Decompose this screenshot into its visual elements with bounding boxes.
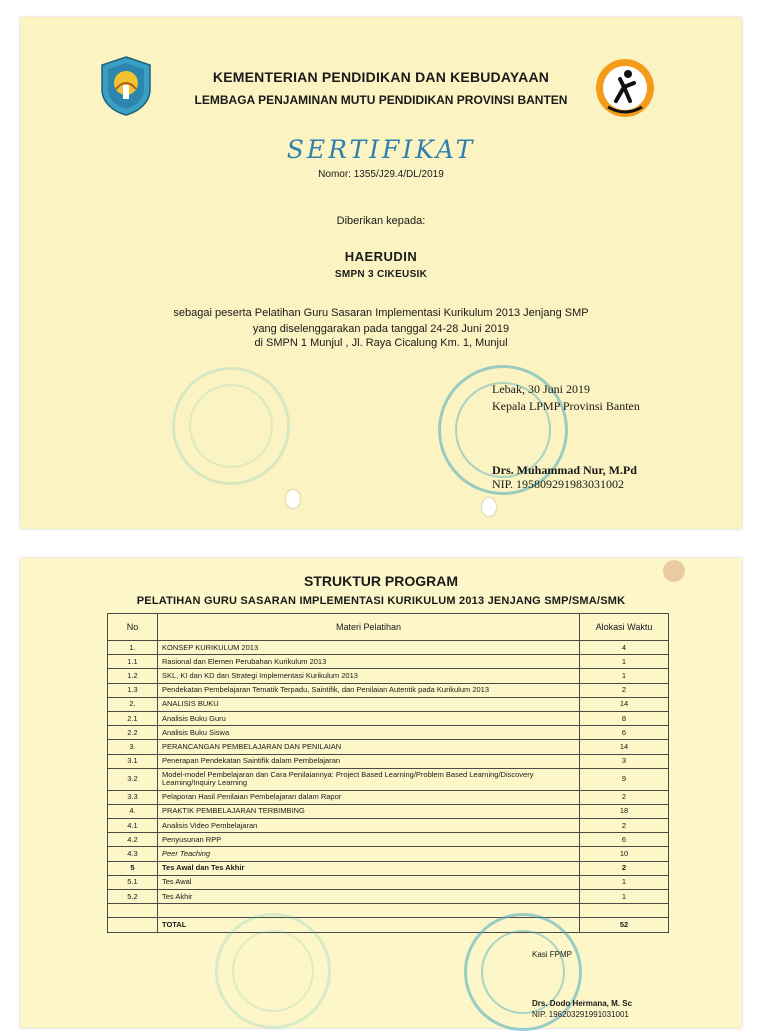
cell-waktu: 2 <box>580 861 669 875</box>
kasi-title: Kasi FPMP <box>532 950 573 959</box>
cell-materi: PRAKTIK PEMBELAJARAN TERBIMBING <box>158 804 580 818</box>
cell-materi: PERANCANGAN PEMBELAJARAN DAN PENILAIAN <box>158 740 580 754</box>
cell-no: 3. <box>108 740 158 754</box>
cell-materi: SKL, KI dan KD dan Strategi Implementasi Kurikulum 2013 <box>158 669 580 683</box>
cell-waktu: 1 <box>580 875 669 889</box>
cell-no: 3.1 <box>108 754 158 768</box>
cell-waktu: 8 <box>580 711 669 725</box>
table-row <box>108 655 669 669</box>
punch-hole-left <box>286 490 300 508</box>
cell-waktu: 18 <box>580 804 669 818</box>
tut-wuri-handayani-logo <box>98 55 154 117</box>
signer-nip: NIP. 195809291983031002 <box>492 477 625 491</box>
program-table <box>107 613 669 933</box>
cell-no: 1.2 <box>108 669 158 683</box>
cell-waktu: 10 <box>580 847 669 861</box>
ministry-name: KEMENTERIAN PENDIDIKAN DAN KEBUDAYAAN <box>212 69 550 85</box>
table-row <box>108 833 669 847</box>
cell-waktu: 6 <box>580 833 669 847</box>
cell-no: 4.1 <box>108 819 158 833</box>
header-waktu: Alokasi Waktu <box>580 614 669 641</box>
table-row <box>108 847 669 861</box>
cell-materi: Analisis Buku Siswa <box>158 726 580 740</box>
cell-materi: ANALISIS BUKU <box>158 697 580 711</box>
cell-waktu: 52 <box>580 918 669 932</box>
cell-no: 3.3 <box>108 790 158 804</box>
kurikulum-2013-logo <box>594 57 656 119</box>
table-row <box>108 641 669 655</box>
cell-waktu: 3 <box>580 754 669 768</box>
punch-hole-right <box>482 498 496 516</box>
signer-name: Drs. Muhammad Nur, M.Pd <box>492 463 637 477</box>
cell-materi: Tes Awal dan Tes Akhir <box>158 861 580 875</box>
faint-stamp-left <box>172 367 290 485</box>
cell-waktu: 4 <box>580 641 669 655</box>
header-materi: Materi Pelatihan <box>158 614 580 641</box>
cell-materi: Tes Awal <box>158 875 580 889</box>
cell-no: 4.3 <box>108 847 158 861</box>
description-line-2: yang diselenggarakan pada tanggal 24-28 Juni 2019 <box>252 323 510 335</box>
cell-waktu <box>580 904 669 918</box>
cell-no: 5 <box>108 861 158 875</box>
kasi-nip: NIP. 196203291991031001 <box>532 1010 629 1019</box>
cell-no: 2.1 <box>108 711 158 725</box>
cell-waktu: 9 <box>580 768 669 790</box>
cell-waktu: 14 <box>580 697 669 711</box>
cell-no: 2. <box>108 697 158 711</box>
table-row <box>108 768 669 790</box>
table-row <box>108 697 669 711</box>
cell-no: 5.1 <box>108 875 158 889</box>
cell-materi: Penerapan Pendekatan Saintifik dalam Pembelajaran <box>158 754 580 768</box>
header-no: No <box>108 614 158 641</box>
sign-title: Kepala LPMP Provinsi Banten <box>492 399 640 413</box>
description-line-3: di SMPN 1 Munjul , Jl. Raya Cicalung Km. 1, Munjul <box>254 337 508 349</box>
institution-name: LEMBAGA PENJAMINAN MUTU PENDIDIKAN PROVINSI BANTEN <box>194 93 568 107</box>
cell-materi: Penyusunan RPP <box>158 833 580 847</box>
certificate-page <box>20 17 742 529</box>
cell-materi: Model-model Pembelajaran dan Cara Penilaiannya: Project Based Learning/Problem Based Learning/Discovery Learning/Inquiry Learning <box>158 768 580 790</box>
cell-waktu: 1 <box>580 890 669 904</box>
kasi-name: Drs. Dodo Hermana, M. Sc <box>532 999 633 1008</box>
table-row <box>108 669 669 683</box>
cell-materi: Rasional dan Elemen Perubahan Kurikulum 2013 <box>158 655 580 669</box>
cell-waktu: 1 <box>580 669 669 683</box>
table-row <box>108 904 669 918</box>
description-line-1: sebagai peserta Pelatihan Guru Sasaran Implementasi Kurikulum 2013 Jenjang SMP <box>173 307 589 319</box>
cell-no <box>108 918 158 932</box>
cell-waktu: 6 <box>580 726 669 740</box>
cell-no <box>108 904 158 918</box>
structure-subtitle: PELATIHAN GURU SASARAN IMPLEMENTASI KURIKULUM 2013 JENJANG SMP/SMA/SMK <box>136 595 626 607</box>
certificate-title: SERTIFIKAT <box>286 135 476 164</box>
given-to-label: Diberikan kepada: <box>336 215 426 227</box>
table-header-row <box>108 614 669 641</box>
cell-materi: Analisis Buku Guru <box>158 711 580 725</box>
cell-no: 4.2 <box>108 833 158 847</box>
table-row <box>108 754 669 768</box>
cell-materi: Analisis Video Pembelajaran <box>158 819 580 833</box>
certificate-number: Nomor: 1355/J29.4/DL/2019 <box>318 169 444 180</box>
cell-no: 4. <box>108 804 158 818</box>
cell-no: 2.2 <box>108 726 158 740</box>
table-row <box>108 861 669 875</box>
cell-materi: Pelaporan Hasil Penilaian Pembelajaran dalam Rapor <box>158 790 580 804</box>
table-row <box>108 875 669 889</box>
table-row <box>108 711 669 725</box>
cell-waktu: 14 <box>580 740 669 754</box>
cell-materi: Peer Teaching <box>158 847 580 861</box>
cell-materi: TOTAL <box>158 918 580 932</box>
table-row <box>108 918 669 932</box>
cell-waktu: 2 <box>580 790 669 804</box>
recipient-school: SMPN 3 CIKEUSIK <box>334 269 428 280</box>
table-row <box>108 726 669 740</box>
table-row <box>108 819 669 833</box>
cell-no: 3.2 <box>108 768 158 790</box>
table-row <box>108 804 669 818</box>
cell-materi: KONSEP KURIKULUM 2013 <box>158 641 580 655</box>
table-row <box>108 740 669 754</box>
cell-no: 1.1 <box>108 655 158 669</box>
cell-waktu: 1 <box>580 655 669 669</box>
table-row <box>108 790 669 804</box>
table-row <box>108 890 669 904</box>
table-row <box>108 683 669 697</box>
cell-no: 5.2 <box>108 890 158 904</box>
cell-materi: Tes Akhir <box>158 890 580 904</box>
cell-materi: Pendekatan Pembelajaran Tematik Terpadu, Saintifik, dan Penilaian Autentik pada Kurikulum 2013 <box>158 683 580 697</box>
cell-waktu: 2 <box>580 683 669 697</box>
cell-no: 1. <box>108 641 158 655</box>
faint-stamp-bottom <box>215 913 331 1029</box>
cell-no: 1.3 <box>108 683 158 697</box>
sign-place-date: Lebak, 30 Juni 2019 <box>492 382 590 396</box>
recipient-name: HAERUDIN <box>344 249 418 264</box>
cell-waktu: 2 <box>580 819 669 833</box>
structure-title: STRUKTUR PROGRAM <box>304 573 458 589</box>
program-structure-page <box>20 558 742 1028</box>
